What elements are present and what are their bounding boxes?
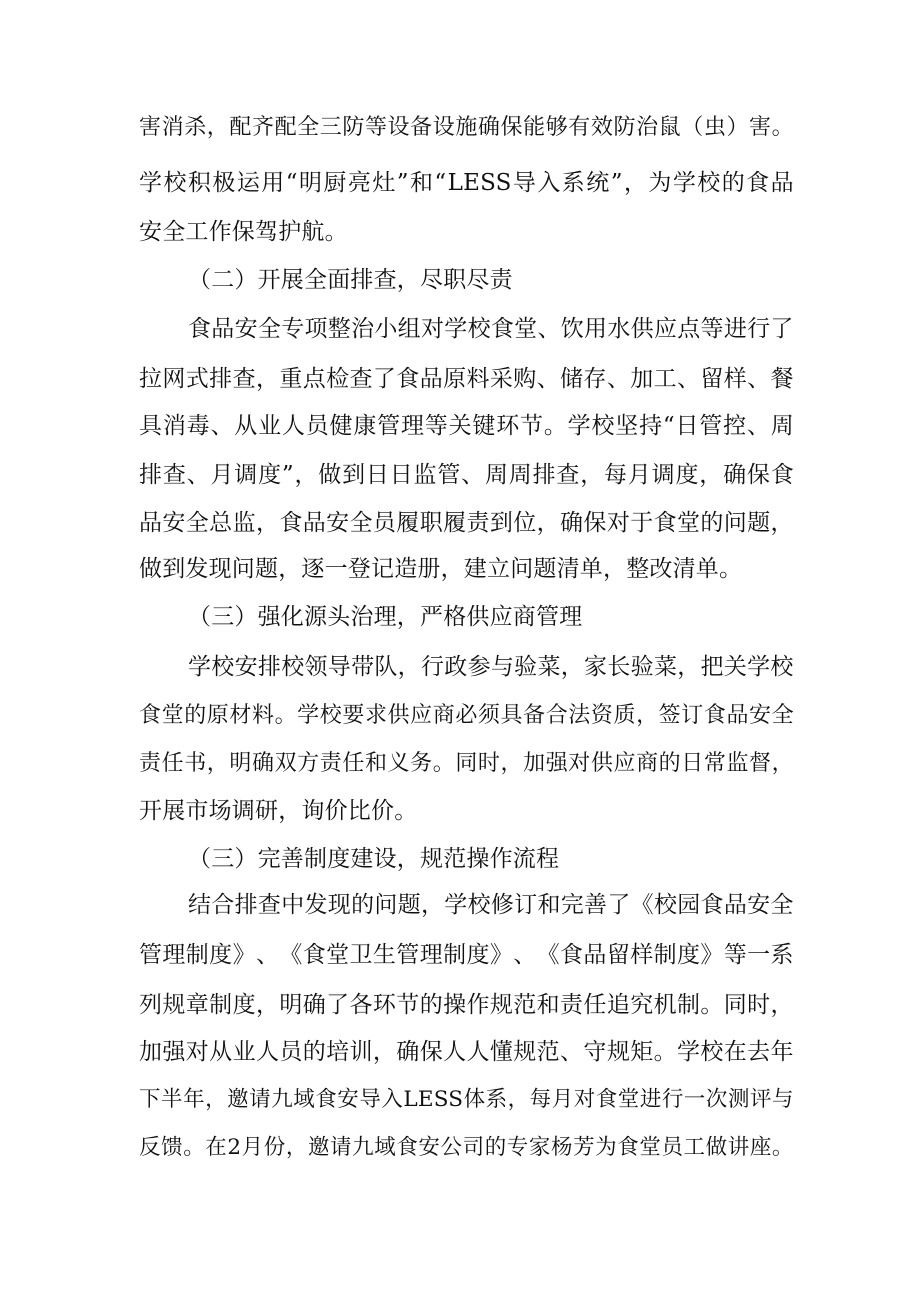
section-heading: （三）强化源头治理，严格供应商管理 [188,604,583,630]
text-line: 开展市场调研，询价比价。 [139,798,418,824]
text-line: 加 强 对 从 业 人 员 的 培 训 ， 确 保 人 人 懂 规 范 、 守 规 矩 。 学 校 在 去 年 [139,1039,794,1065]
text-line: 拉 网 式 排 查 ， 重 点 检 查 了 食 品 原 料 采 购 、 储 存 、 加 工 、 留 样 、 餐 [139,366,794,392]
paragraph-first-line: 结 合 排 查 中 发 现 的 问 题 ， 学 校 修 订 和 完 善 了 《 校 园 食 品 安 全 [188,892,794,918]
section-heading: （二）开展全面排查，尽职尽责 [188,267,513,293]
text-line: 反 馈 。 在 2 月 份 ， 邀 请 九 域 食 安 公 司 的 专 家 杨 芳 为 食 堂 员 工 做 讲 座 。 [139,1135,794,1160]
paragraph-first-line: 学 校 安 排 校 领 导 带 队 ， 行 政 参 与 验 菜 ， 家 长 验 菜 ， 把 关 学 校 [188,654,794,680]
text-line: 害 消 杀 ， 配 齐 配 全 三 防 等 设 备 设 施 确 保 能 够 有 效 防 治 鼠 （ 虫 ） 害 。 [139,115,794,140]
paragraph-first-line: 食 品 安 全 专 项 整 治 小 组 对 学 校 食 堂 、 饮 用 水 供 应 点 等 进 行 了 [188,316,794,342]
text-line: 具 消 毒 、 从 业 人 员 健 康 管 理 等 关 键 环 节 。 学 校 坚 持 “ 日 管 控 、 周 [139,413,794,439]
text-line: 品 安 全 总 监 ， 食 品 安 全 员 履 职 履 责 到 位 ， 确 保 对 于 食 堂 的 问 题 ， [139,510,794,536]
text-line: 责 任 书 ， 明 确 双 方 责 任 和 义 务 。 同 时 ， 加 强 对 供 应 商 的 日 常 监 督 ， [139,751,794,776]
text-line: 列 规 章 制 度 ， 明 确 了 各 环 节 的 操 作 规 范 和 责 任 追 究 机 制 。 同 时 ， [139,992,794,1018]
text-line: 管 理 制 度 》 、 《 食 堂 卫 生 管 理 制 度 》 、 《 食 品 留 样 制 度 》 等 一 系 [139,942,794,968]
text-line: 学 校 积 极 运 用 “ 明 厨 亮 灶 ” 和 “ LESS 导 入 系 统 ” ， 为 学 校 的 食 品 [139,170,794,196]
text-line: 下 半 年 ， 邀 请 九 域 食 安 导 入 LESS 体 系 ， 每 月 对 食 堂 进 行 一 次 测 评 与 [139,1087,794,1112]
text-line: 做到发现问题，逐一登记造册，建立问题清单，整改清单。 [139,556,743,582]
text-line: 排 查 、 月 调 度 ” ， 做 到 日 日 监 管 、 周 周 排 查 ， 每 月 调 度 ， 确 保 食 [139,462,794,488]
section-heading: （三）完善制度建设，规范操作流程 [188,846,560,872]
text-line: 食 堂 的 原 材 料 。 学 校 要 求 供 应 商 必 须 具 备 合 法 资 质 ， 签 订 食 品 安 全 [139,703,794,728]
text-line: 安全工作保驾护航。 [139,219,348,245]
